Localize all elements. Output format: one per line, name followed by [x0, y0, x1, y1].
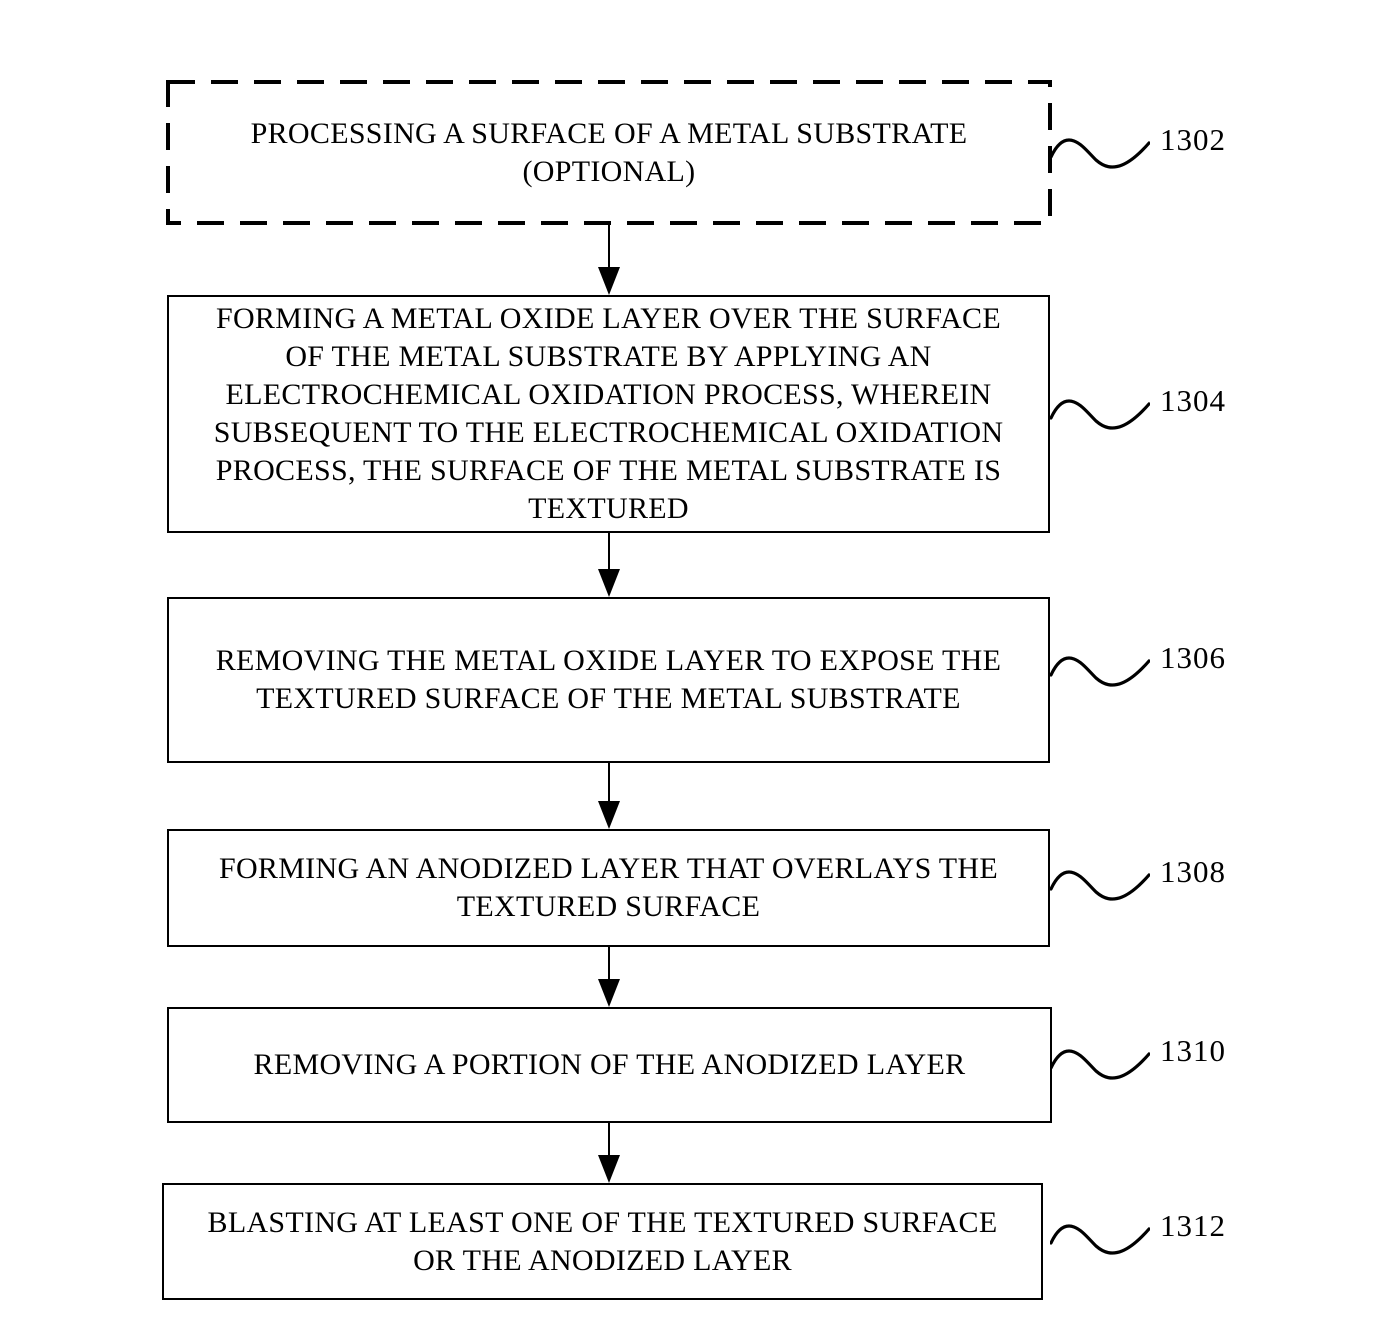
step-box-1308 [167, 829, 1050, 947]
arrow-shaft [608, 763, 610, 803]
arrow-shaft [608, 225, 610, 269]
step-box-1304 [167, 295, 1050, 533]
flow-arrow-1 [598, 225, 620, 295]
lead-line-icon [1050, 136, 1150, 172]
ref-number: 1302 [1160, 122, 1226, 157]
arrow-shaft [608, 533, 610, 571]
lead-line-icon [1050, 397, 1150, 433]
flow-arrow-3 [598, 763, 620, 829]
flow-arrow-5 [598, 1123, 620, 1183]
ref-label-1312 [1050, 1210, 1226, 1258]
lead-line-icon [1050, 654, 1150, 690]
step-text-1310: REMOVING A PORTION OF THE ANODIZED LAYER [253, 1048, 966, 1081]
arrow-head [598, 1155, 620, 1183]
lead-line-icon [1050, 868, 1150, 904]
flow-arrow-4 [598, 947, 620, 1007]
step-text-1308: FORMING AN ANODIZED LAYER THAT OVERLAYS THE TEXTURED SURFACE [218, 852, 999, 923]
step-text-1312: BLASTING AT LEAST ONE OF THE TEXTURED SURFACE OR THE ANODIZED LAYER [207, 1205, 998, 1277]
step-text-1302: PROCESSING A SURFACE OF A METAL SUBSTRATE (OPTIONAL) [250, 116, 968, 188]
ref-label-1306 [1050, 642, 1226, 690]
ref-number: 1304 [1160, 383, 1226, 418]
arrow-head [598, 267, 620, 295]
arrow-head [598, 801, 620, 829]
step-box-1312 [162, 1183, 1043, 1300]
step-box-1310 [167, 1007, 1052, 1123]
ref-label-1308 [1050, 856, 1226, 904]
arrow-shaft [608, 1123, 610, 1157]
step-box-1306 [167, 597, 1050, 763]
ref-label-1310 [1050, 1035, 1226, 1083]
lead-line-icon [1050, 1222, 1150, 1258]
ref-number: 1312 [1160, 1208, 1226, 1243]
step-text-1304: FORMING A METAL OXIDE LAYER OVER THE SURFACE OF THE METAL SUBSTRATE BY APPLYING AN ELECTROCHEMICAL OXIDATION PROCESS, WHEREIN SUBSEQUENT TO THE ELECTROCHEMICAL OXIDATION PROCESS, THE SURFACE OF THE METAL SUBSTRATE IS TEXTURED [213, 302, 1004, 525]
arrow-head [598, 569, 620, 597]
lead-line-icon [1050, 1047, 1150, 1083]
flow-arrow-2 [598, 533, 620, 597]
ref-number: 1306 [1160, 640, 1226, 675]
step-box-1302 [166, 80, 1052, 225]
arrow-head [598, 979, 620, 1007]
ref-label-1304 [1050, 385, 1226, 433]
ref-number: 1310 [1160, 1033, 1226, 1068]
step-text-1306: REMOVING THE METAL OXIDE LAYER TO EXPOSE THE TEXTURED SURFACE OF THE METAL SUBSTRATE [215, 644, 1002, 715]
ref-label-1302 [1050, 124, 1226, 172]
ref-number: 1308 [1160, 854, 1226, 889]
arrow-shaft [608, 947, 610, 981]
